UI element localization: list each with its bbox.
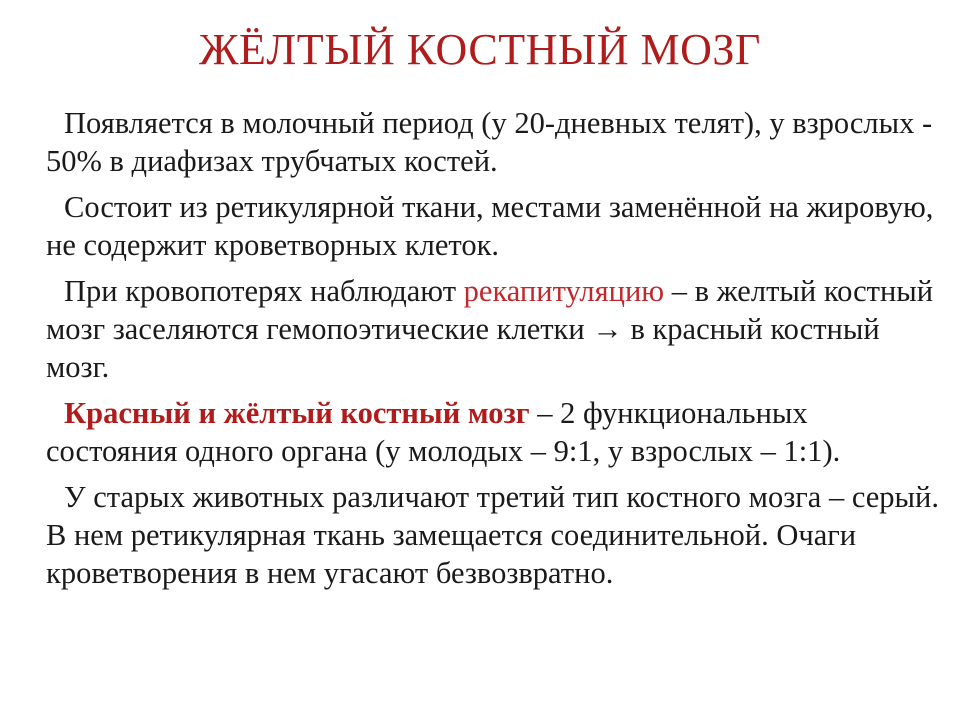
recapitulation-tail-text: – в желтый костный мозг заселяются гемопоэтические клетки → в красный костный мозг. <box>46 274 934 384</box>
paragraph-gray-marrow: У старых животных различают третий тип костного мозга – серый. В нем ретикулярная ткань замещается соединительной. Очаги кроветворения в нем угасают безвозвратно. <box>46 480 939 590</box>
functional-states-text: – 2 функциональных состояния одного органа (у молодых – 9:1, у взрослых – 1:1). <box>46 396 841 468</box>
paragraph-onset: Появляется в молочный период (у 20-дневных телят), у взрослых - 50% в диафизах трубчатых костей. <box>46 106 933 178</box>
paragraph-composition: Состоит из ретикулярной ткани, местами заменённой на жировую, не содержит кроветворных клеток. <box>46 190 934 262</box>
marrow-states-term: Красный и жёлтый костный мозг <box>64 396 530 430</box>
slide-body <box>46 104 946 600</box>
recapitulation-term: рекапитуляцию <box>463 274 665 308</box>
paragraph-functional-states <box>46 394 946 470</box>
paragraph-recapitulation <box>46 272 946 386</box>
recapitulation-lead-text: При кровопотерях наблюдают <box>64 274 464 308</box>
slide-title: ЖЁЛТЫЙ КОСТНЫЙ МОЗГ <box>199 25 761 74</box>
